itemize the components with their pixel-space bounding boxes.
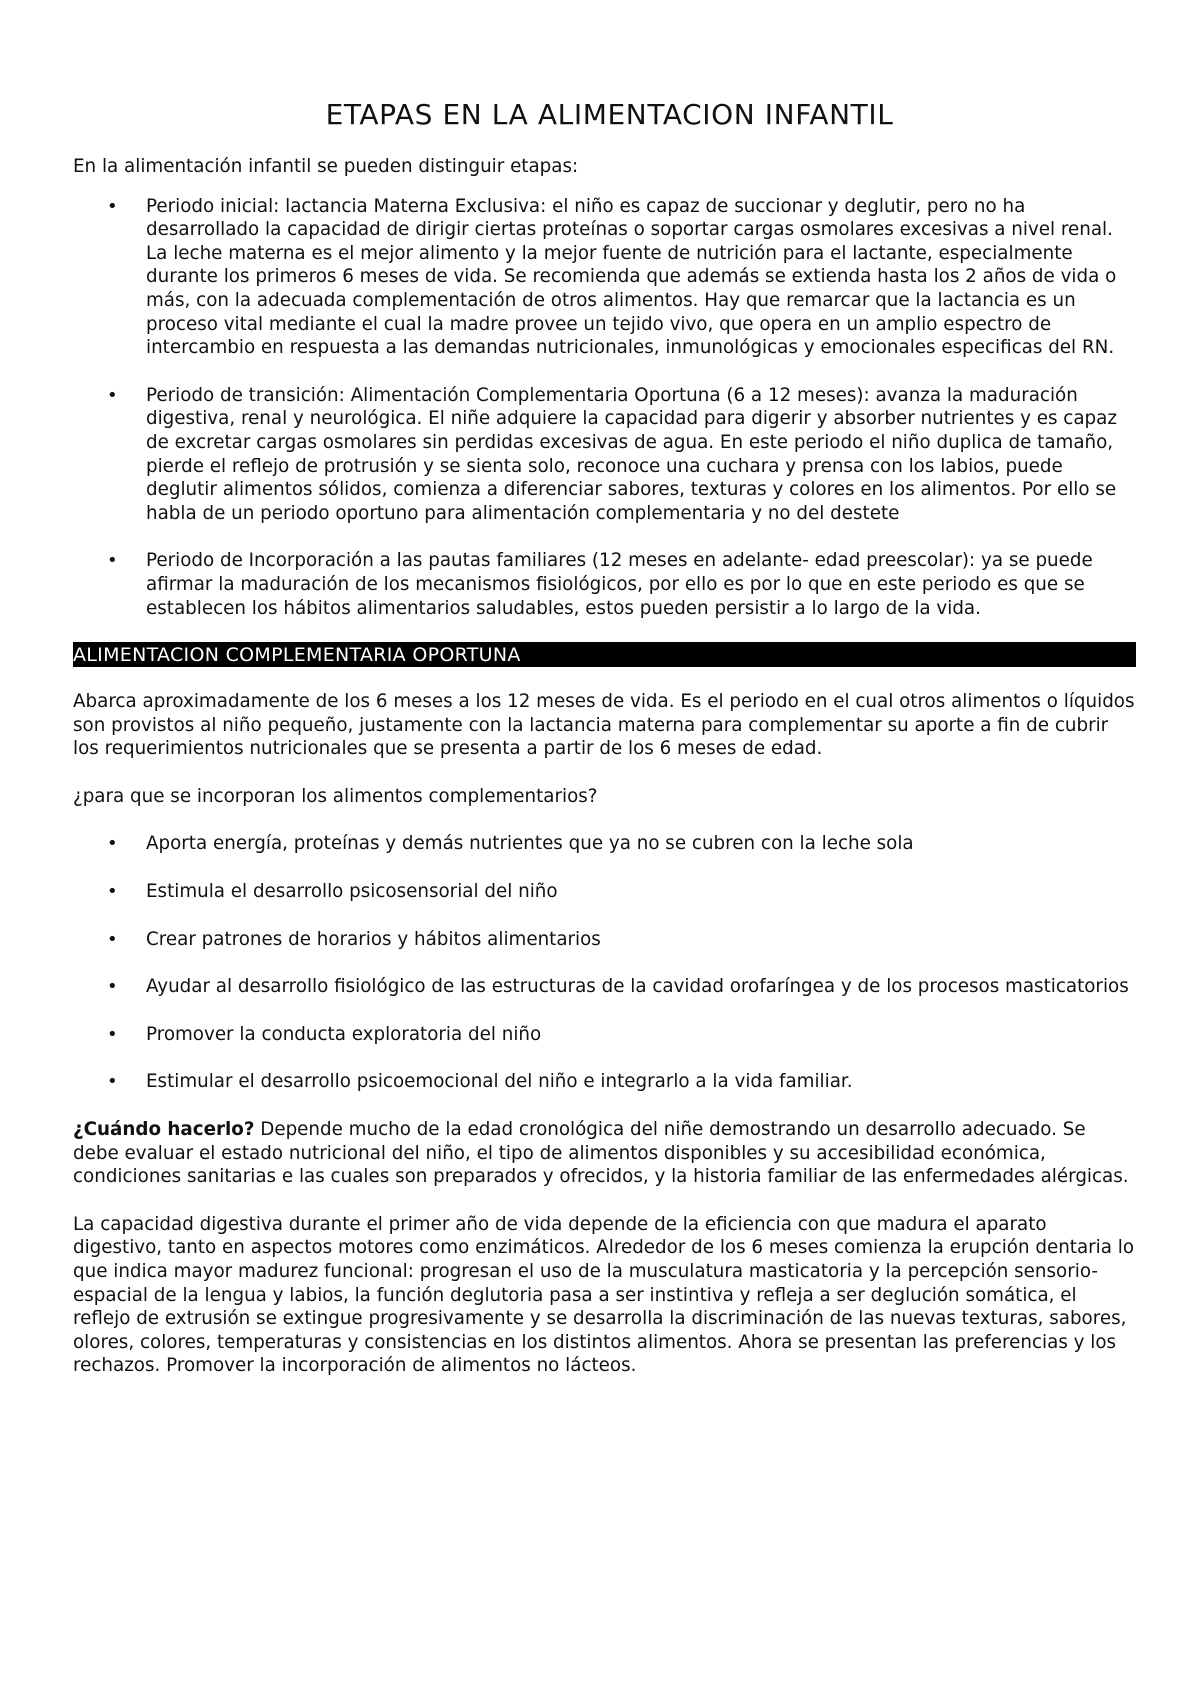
list-item [73,832,1136,856]
list-item [73,880,1136,904]
list-item-text: Ayudar al desarrollo fisiológico de las estructuras de la cavidad orofaríngea y de los procesos masticatorios [146,976,1129,998]
bullet-icon: • [107,833,118,855]
list-item-text: Promover la conducta exploratoria del niño [146,1023,542,1045]
list-item [73,384,1136,526]
list-item-text: Periodo de Incorporación a las pautas familiares (12 meses en adelante- edad preescolar): ya se puede afirmar la maduración de los mecanismos fisiológicos, por ello es por lo que en este periodo es que se establecen los hábitos alimentarios saludables, estos pueden persistir a lo largo de la vida. [146,550,1093,619]
bullet-icon: • [107,384,118,406]
when-label: ¿Cuándo hacerlo? [73,1119,255,1141]
bullet-icon: • [107,195,118,217]
bullet-icon: • [107,928,118,950]
question-text: ¿para que se incorporan los alimentos complementarios? [73,785,598,807]
bullet-icon: • [107,550,118,572]
list-item [73,1023,1136,1047]
page-title: ETAPAS EN LA ALIMENTACION INFANTIL [325,98,894,131]
list-item-text: Periodo de transición: Alimentación Complementaria Oportuna (6 a 12 meses): avanza la maduración digestiva, renal y neurológica. El niñe adquiere la capacidad para digerir y absorber nutrientes y es capaz de excretar cargas osmolares sin perdidas excesivas de agua. En este periodo el niño duplica de tamaño, pierde el reflejo de protrusión y se sienta solo, reconoce una cuchara y prensa con los labios, puede deglutir alimentos sólidos, comienza a diferenciar sabores, texturas y colores en los alimentos. Por ello se habla de un periodo oportuno para alimentación complementaria y no del destete [146,384,1117,524]
bullet-icon: • [107,1023,118,1045]
stages-list [73,195,1136,621]
when-text: Depende mucho de la edad cronológica del niñe demostrando un desarrollo adecuado. Se debe evaluar el estado nutricional del niño, el tipo de alimentos disponibles y su accesibilidad económica, condiciones sanitarias e las cuales son preparados y ofrecidos, y la historia familiar de las enfermedades alérgicas. [73,1119,1129,1188]
list-item [73,1070,1136,1094]
bullet-icon: • [107,881,118,903]
when-paragraph [73,1118,1136,1189]
list-item-text: Estimula el desarrollo psicosensorial del niño [146,881,558,903]
list-item-text: Periodo inicial: lactancia Materna Exclusiva: el niño es capaz de succionar y deglutir, pero no ha desarrollado la capacidad de dirigir ciertas proteínas o soportar cargas osmolares excesivas a nivel renal. La leche materna es el mejor alimento y la mejor fuente de nutrición para el lactante, especialmente durante los primeros 6 meses de vida. Se recomienda que además se extienda hasta los 2 años de vida o más, con la adecuada complementación de otros alimentos. Hay que remarcar que la lactancia es un proceso vital mediante el cual la madre provee un tejido vivo, que opera en un amplio espectro de intercambio en respuesta a las demandas nutricionales, inmunológicas y emocionales especificas del RN. [146,195,1117,359]
list-item-text: Crear patrones de horarios y hábitos alimentarios [146,928,601,950]
reasons-list [73,832,1136,1094]
list-item [73,549,1136,620]
bullet-icon: • [107,976,118,998]
list-item [73,928,1136,952]
intro-text: En la alimentación infantil se pueden distinguir etapas: [73,156,579,177]
section-heading: ALIMENTACION COMPLEMENTARIA OPORTUNA [73,642,1136,667]
bullet-icon: • [107,1071,118,1093]
closing-paragraph: La capacidad digestiva durante el primer año de vida depende de la eficiencia con que madura el aparato digestivo, tanto en aspectos motores como enzimáticos. Alrededor de los 6 meses comienza la erupción dentaria lo que indica mayor madurez funcional: progresan el uso de la musculatura masticatoria y la percepción sensorio-espacial de la lengua y labios, la función deglutoria pasa a ser instintiva y refleja a ser deglución somática, el reflejo de extrusión se extingue progresivamente y se desarrolla la discriminación de las nuevas texturas, sabores, olores, colores, temperaturas y consistencias en los distintos alimentos. Ahora se presentan las preferencias y los rechazos. Promover la incorporación de alimentos no lácteos. [73,1213,1135,1377]
list-item [73,975,1136,999]
list-item [73,195,1136,360]
list-item-text: Aporta energía, proteínas y demás nutrientes que ya no se cubren con la leche sola [146,833,914,855]
list-item-text: Estimular el desarrollo psicoemocional del niño e integrarlo a la vida familiar. [146,1071,853,1093]
section-paragraph: Abarca aproximadamente de los 6 meses a los 12 meses de vida. Es el periodo en el cual otros alimentos o líquidos son provistos al niño pequeño, justamente con la lactancia materna para complementar su aporte a fin de cubrir los requerimientos nutricionales que se presenta a partir de los 6 meses de edad. [73,691,1135,760]
